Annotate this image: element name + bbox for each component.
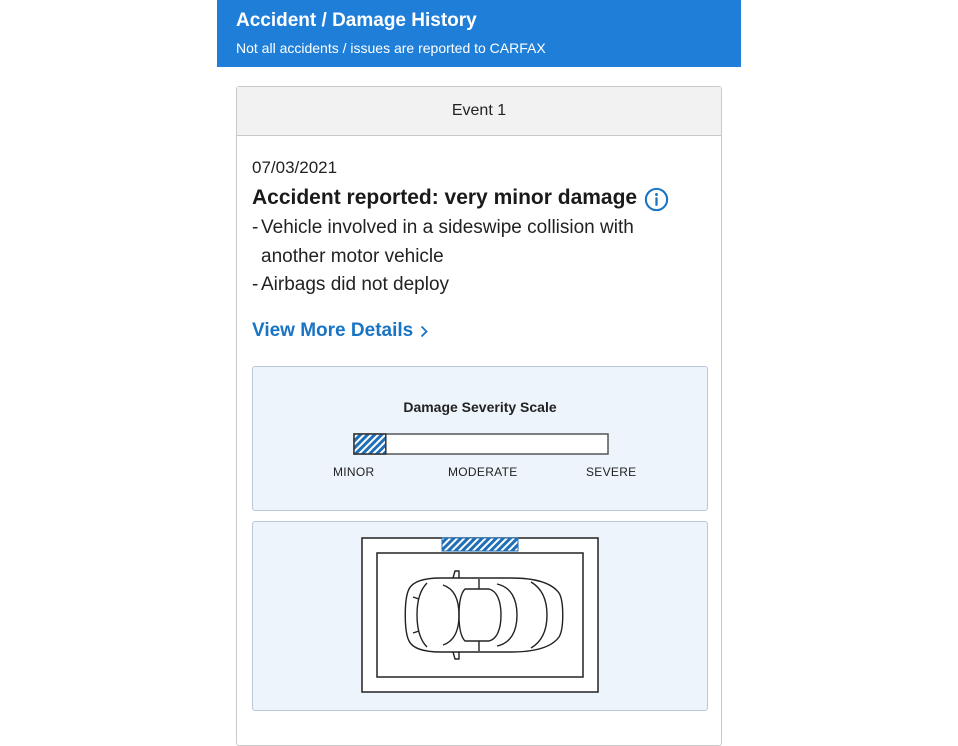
section-header xyxy=(217,0,741,67)
event-heading: Event 1 xyxy=(237,87,721,136)
view-more-details-label: View More Details xyxy=(252,320,414,341)
damage-severity-panel xyxy=(252,366,708,511)
event-title-row xyxy=(252,183,669,212)
severity-fill xyxy=(354,434,386,454)
detail-text xyxy=(261,214,634,271)
severity-scale-title: Damage Severity Scale xyxy=(403,399,557,415)
detail-dash: - xyxy=(252,217,259,238)
event-date: 07/03/2021 xyxy=(252,158,338,177)
vehicle-damage-diagram xyxy=(361,537,601,695)
detail-text: Airbags did not deploy xyxy=(261,274,450,295)
damage-diagram-panel xyxy=(252,521,708,711)
severity-label-minor: MINOR xyxy=(333,465,375,479)
view-more-details-link[interactable] xyxy=(252,320,428,342)
detail-line: another motor vehicle xyxy=(261,245,444,267)
detail-item xyxy=(252,214,692,271)
detail-dash: - xyxy=(252,274,259,295)
section-title: Accident / Damage History xyxy=(236,10,477,31)
damage-zone-front xyxy=(442,538,518,551)
event-card xyxy=(236,86,722,746)
severity-label-severe: SEVERE xyxy=(586,465,637,479)
severity-label-moderate: MODERATE xyxy=(448,465,518,479)
severity-scale-bar xyxy=(353,433,609,455)
event-details-list xyxy=(252,214,692,300)
info-circle-icon[interactable] xyxy=(644,187,669,212)
section-subtitle: Not all accidents / issues are reported to CARFAX xyxy=(236,40,546,56)
detail-item xyxy=(252,271,692,300)
event-title: Accident reported: very minor damage xyxy=(252,185,638,209)
chevron-right-icon xyxy=(420,325,428,338)
detail-line: Vehicle involved in a sideswipe collision with xyxy=(261,217,634,238)
